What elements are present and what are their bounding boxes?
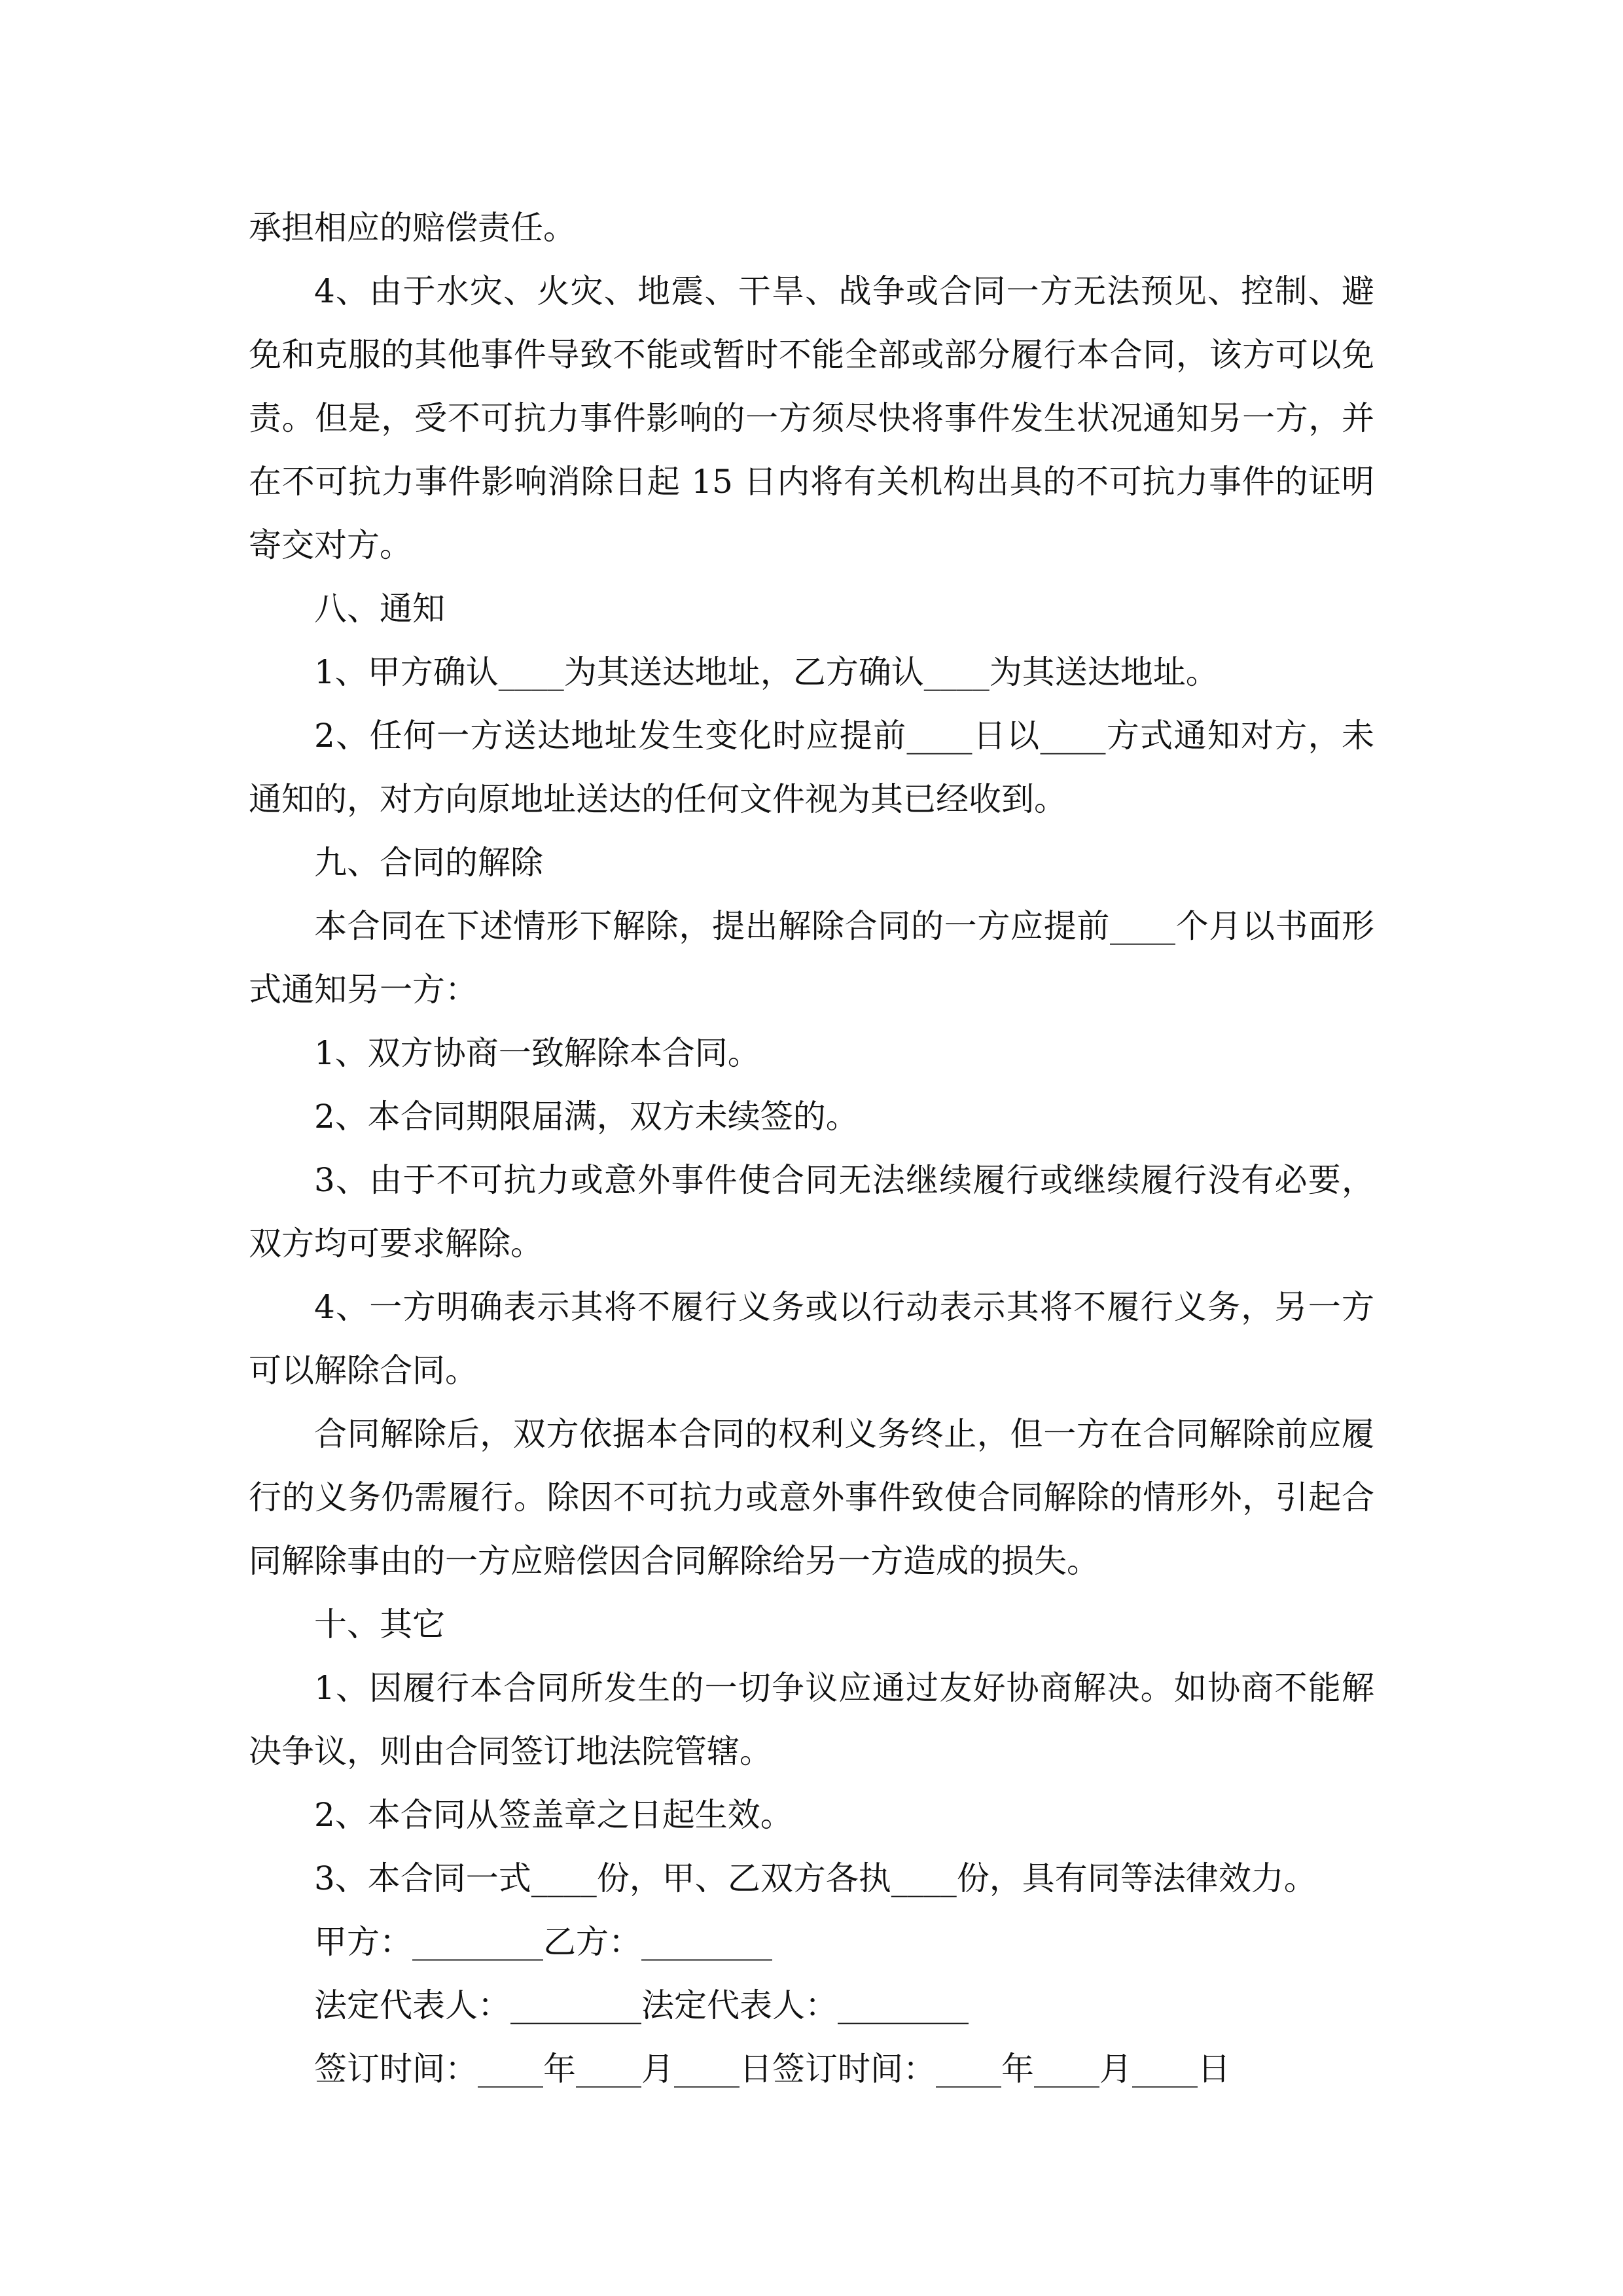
- paragraph-termination-intro: 本合同在下述情形下解除，提出解除合同的一方应提前____个月以书面形式通知另一方：: [249, 907, 1374, 1009]
- paragraph-liability-end: 承担相应的赔偿责任。: [249, 209, 576, 247]
- paragraph-termination-effect: 合同解除后，双方依据本合同的权利义务终止，但一方在合同解除前应履行的义务仍需履行。除因不可抗力或意外事件致使合同解除的情形外，引起合同解除事由的一方应赔偿因合同解除给另一方造成的损失。: [249, 1415, 1374, 1580]
- paragraph-copies: 3、本合同一式____份，甲、乙双方各执____份，具有同等法律效力。: [314, 1859, 1317, 1897]
- paragraph-termination-item-2: 2、本合同期限届满，双方未续签的。: [314, 1098, 859, 1136]
- paragraph-termination-item-3: 3、由于不可抗力或意外事件使合同无法继续履行或继续履行没有必要，双方均可要求解除。: [249, 1161, 1374, 1263]
- section-heading-other: 十、其它: [314, 1605, 445, 1643]
- section-heading-notice: 八、通知: [314, 590, 445, 628]
- section-heading-termination: 九、合同的解除: [314, 844, 543, 882]
- paragraph-effective: 2、本合同从签盖章之日起生效。: [314, 1796, 793, 1834]
- paragraph-notice-change: 2、任何一方送达地址发生变化时应提前____日以____方式通知对方，未通知的，对方向原地址送达的任何文件视为其已经收到。: [249, 717, 1374, 818]
- contract-body: [249, 196, 1374, 2101]
- paragraph-termination-item-4: 4、一方明确表示其将不履行义务或以行动表示其将不履行义务，另一方可以解除合同。: [249, 1288, 1374, 1390]
- paragraph-force-majeure: 4、由于水灾、火灾、地震、干旱、战争或合同一方无法预见、控制、避免和克服的其他事件导致不能或暂时不能全部或部分履行本合同，该方可以免责。但是，受不可抗力事件影响的一方须尽快将事件发生状况通知另一方，并在不可抗力事件影响消除日起 15 日内将有关机构出具的不可抗力事件的证明寄交对方。: [249, 272, 1374, 564]
- signature-dates: 签订时间：____年____月____日签订时间：____年____月____日: [314, 2050, 1230, 2088]
- signature-representatives: 法定代表人：________法定代表人：________: [314, 1986, 969, 2024]
- paragraph-termination-item-1: 1、双方协商一致解除本合同。: [314, 1034, 760, 1072]
- paragraph-notice-address: 1、甲方确认____为其送达地址，乙方确认____为其送达地址。: [314, 653, 1219, 691]
- signature-parties: 甲方：________乙方：________: [314, 1923, 772, 1961]
- paragraph-dispute: 1、因履行本合同所发生的一切争议应通过友好协商解决。如协商不能解决争议，则由合同签订地法院管辖。: [249, 1669, 1374, 1770]
